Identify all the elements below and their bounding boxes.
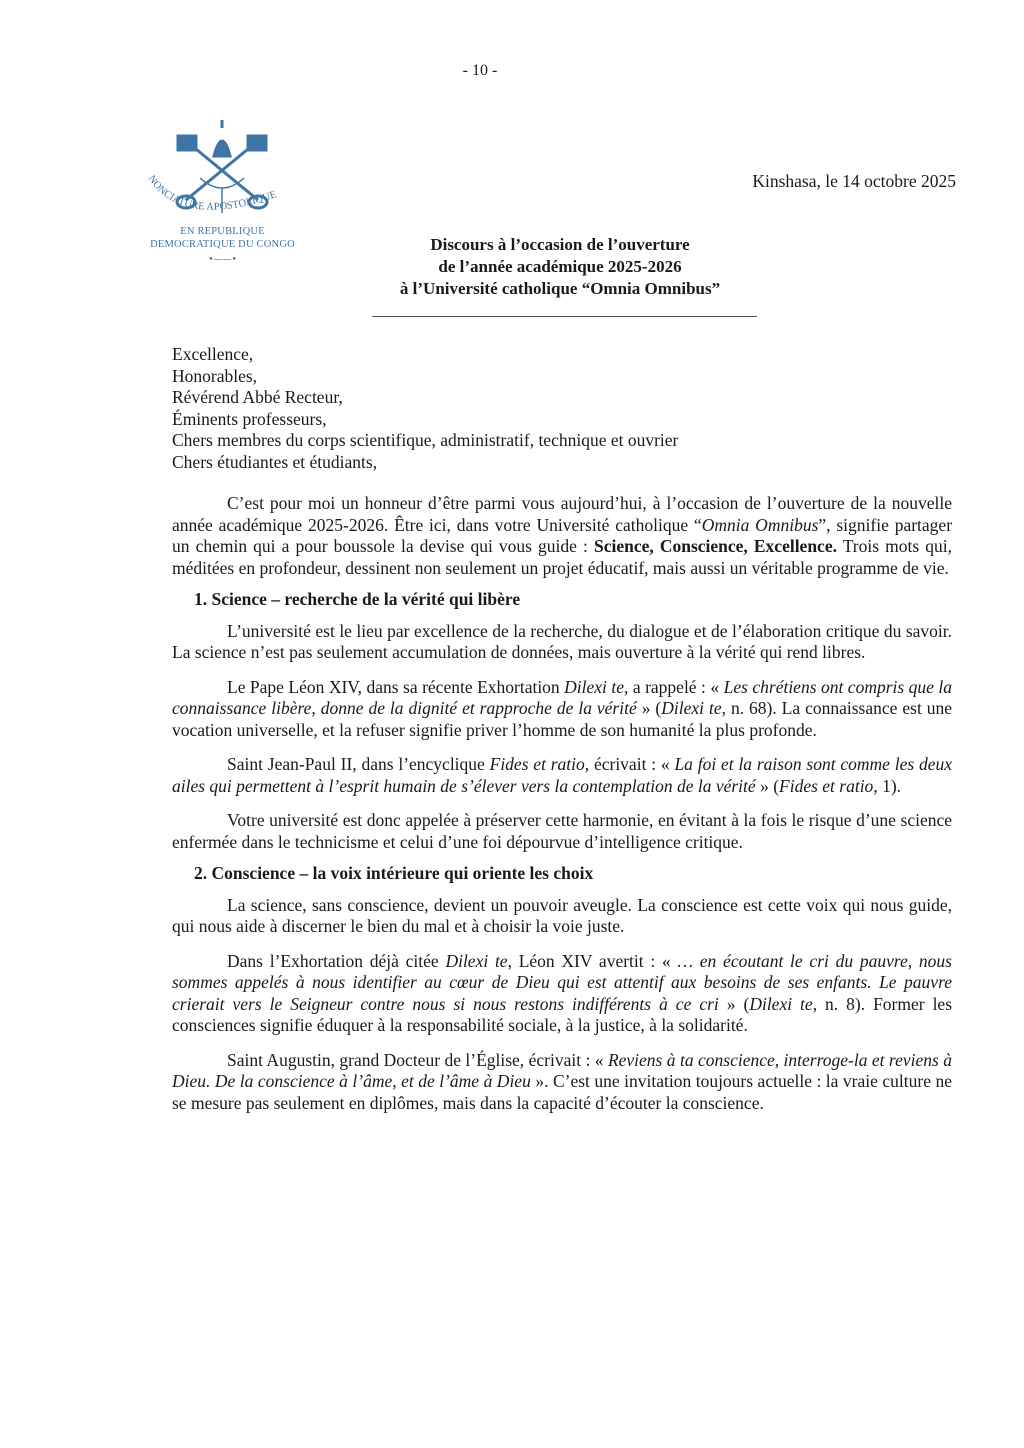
paragraph: L’université est le lieu par excellence de la recherche, du dialogue et de l’élaboration critique du savoir. La science n’est pas seulement accumulation de données, mais ouverture à la vérité qui rend libres. [172,620,952,662]
text-run: ”, signifie partager un chemin qui a pour boussole la devise qui vous guide : [172,514,953,556]
text-run: » ( [755,775,780,796]
paragraph: La science, sans conscience, devient un pouvoir aveugle. La conscience est cette voix qui nous guide, qui nous aide à discerner le bien du mal et à choisir la voie juste. [172,894,952,936]
italic-run: Dilexi te [749,993,813,1014]
salutation: Chers membres du corps scientifique, administratif, technique et ouvrier [172,430,679,450]
salutation: Éminents professeurs, [172,408,327,429]
italic-run: Dilexi te [445,950,508,971]
title-line-2: de l’année académique 2025-2026 [438,257,682,276]
paragraph [172,1050,952,1115]
section-heading-science: 1. Science – recherche de la vérité qui libère [194,589,521,609]
text-run: , n. 68). La connaissance est une vocation universelle, et la refuser signifie priver l’homme de son humanité la plus profonde. [172,698,953,740]
title-divider [372,316,757,317]
salutation: Honorables, [172,365,258,386]
title-line-3: à l’Université catholique “Omnia Omnibus” [399,279,721,298]
paragraph [172,754,952,797]
text-run: ». C’est une invitation toujours actuelle : la vraie culture ne se mesure pas seulement en diplômes, mais dans la capacité d’écouter la conscience. [172,1071,952,1113]
motto: Science, Conscience, Excellence. [593,536,837,556]
salutation: Chers étudiantes et étudiants, [172,451,378,472]
logo-line-2: DEMOCRATIQUE DU CONGO [150,239,295,250]
text-run: , n. 8). Former les consciences signifie éduquer à la responsabilité sociale, à la justice, à la solidarité. [172,993,953,1035]
quotation: Les chrétiens ont compris que la connaissance libère, donne de la dignité et rapproche de la vérité [172,676,952,718]
logo-ornament: •——• [208,255,237,265]
text-run: , écrivait : « [584,754,675,774]
page-number: - 10 - [462,62,498,79]
nunciature-logo [140,118,305,268]
salutation: Révérend Abbé Recteur, [172,387,343,407]
quotation: Reviens à ta conscience, interroge-la et reviens à Dieu. De la conscience à l’âme, et de l’âme à Dieu [172,1049,952,1091]
text-run: Trois mots qui, méditées en profondeur, dessinent non seulement un projet éducatif, mais aussi un véritable programme de vie. [172,536,952,578]
italic-run: Dilexi te [661,698,722,718]
logo-arc-text: NONCIATURE APOSTOLIQUE [145,173,279,213]
salutations [172,344,952,473]
date-line: Kinshasa, le 14 octobre 2025 [752,171,956,191]
text-run: » ( [636,698,662,718]
italic-run: Fides et ratio [489,754,585,774]
title-line-1: Discours à l’occasion de l’ouverture [430,235,690,254]
logo-line-1: EN REPUBLIQUE [180,226,265,237]
intro-paragraph [172,493,952,579]
text-run: C’est pour moi un honneur d’être parmi vous aujourd’hui, à l’occasion de l’ouverture de la nouvelle année académique 2025-2026. Être ici, dans votre Université catholique “ [172,493,952,535]
paragraph [172,677,952,742]
italic-run: Omnia Omnibus [701,514,819,535]
text-run: , a rappelé : « [624,676,724,697]
italic-run: Fides et ratio [779,775,874,796]
section-heading-conscience: 2. Conscience – la voix intérieure qui oriente les choix [194,863,594,883]
text-run: » ( [718,993,750,1014]
italic-run: Dilexi te [564,676,625,697]
text-run: , 1). [873,775,902,796]
text-run: Saint Jean-Paul II, dans l’encyclique [227,754,490,774]
papal-keys-emblem-icon [140,118,305,226]
paragraph: Votre université est donc appelée à préserver cette harmonie, en évitant à la fois le risque d’une science enfermée dans le technicisme et celui d’une foi dépourvue d’intelligence critique. [172,810,952,852]
text-run: Le Pape Léon XIV, dans sa récente Exhortation [227,676,565,697]
speech-body [172,344,952,1114]
text-run: Dans l’Exhortation déjà citée [227,950,446,971]
salutation: Excellence, [172,344,254,364]
text-run: Saint Augustin, grand Docteur de l’Église, écrivait : « [227,1049,608,1070]
quotation: La foi et la raison sont comme les deux ailes qui permettent à l’esprit humain de s’élever vers la contemplation de la vérité [172,754,953,796]
speech-title [350,234,770,300]
paragraph [172,951,952,1037]
text-run: , Léon XIV avertit : « [507,950,678,971]
quotation: … en écoutant le cri du pauvre, nous sommes appelés à nous identifier au cœur de Dieu qui est attentif aux besoins de ses enfants. Le pauvre crierait vers le Seigneur contre nous si nous restons indifférents à ce cri [172,950,952,1014]
